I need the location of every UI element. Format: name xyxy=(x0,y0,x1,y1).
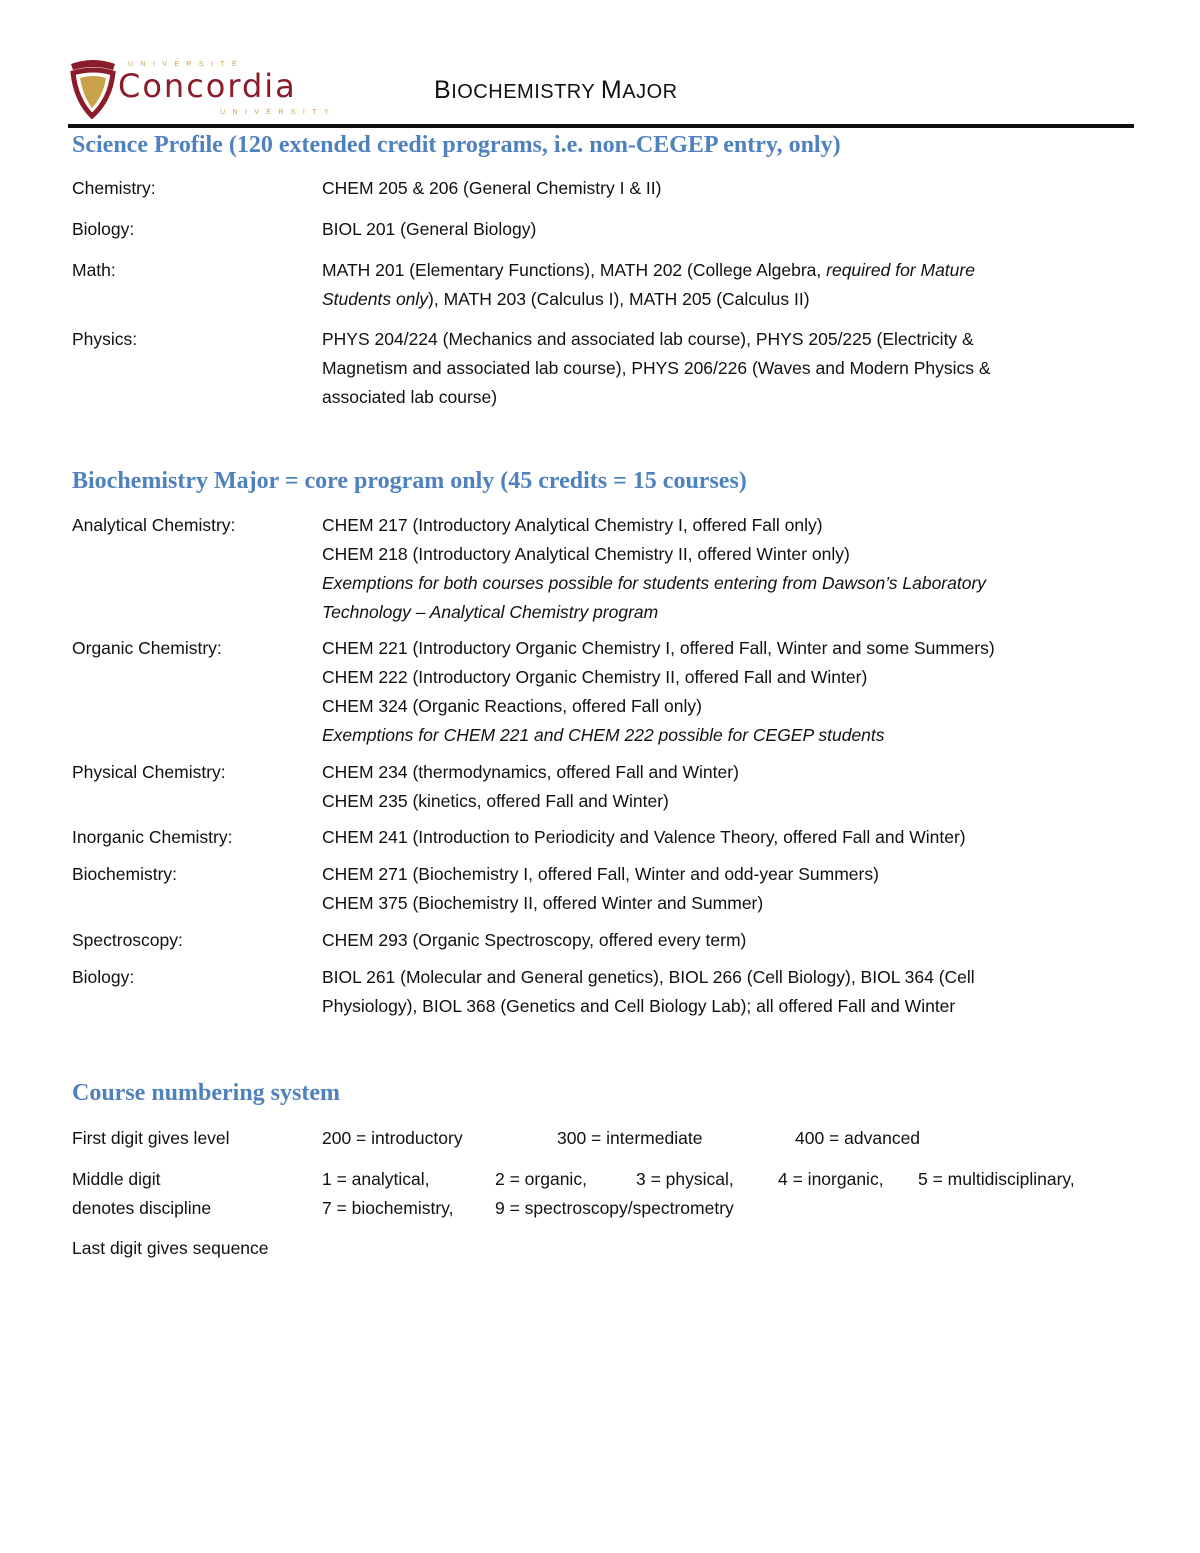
title-initial-m: M xyxy=(600,76,623,104)
header-rule xyxy=(68,124,1134,128)
first-digit-label: First digit gives level xyxy=(72,1128,230,1148)
course-line: CHEM 221 (Introductory Organic Chemistry I, offered Fall, Winter and some Summers) xyxy=(322,638,995,658)
row-label: Biochemistry: xyxy=(72,864,178,884)
middle-digit-label-2: denotes discipline xyxy=(72,1198,212,1218)
row-label: Physical Chemistry: xyxy=(72,762,226,782)
discipline-analytical: 1 = analytical, xyxy=(322,1169,430,1189)
level-advanced: 400 = advanced xyxy=(795,1128,921,1148)
logo-bottom-text: UNIVERSITY xyxy=(220,109,337,116)
course-line: CHEM 217 (Introductory Analytical Chemistry I, offered Fall only) xyxy=(322,515,823,535)
row-label: Biology: xyxy=(72,219,135,239)
exemption-note: Exemptions for CHEM 221 and CHEM 222 possible for CEGEP students xyxy=(322,725,885,745)
discipline-multidisciplinary: 5 = multidisciplinary, xyxy=(918,1169,1075,1189)
row-label: Spectroscopy: xyxy=(72,930,183,950)
title-part-1: IOCHEMISTRY xyxy=(451,81,601,103)
course-line: Magnetism and associated lab course), PHYS 206/226 (Waves and Modern Physics & xyxy=(322,358,991,378)
row-label: Biology: xyxy=(72,967,135,987)
course-line: associated lab course) xyxy=(322,387,498,407)
course-line: PHYS 204/224 (Mechanics and associated lab course), PHYS 205/225 (Electricity & xyxy=(322,329,974,349)
level-introductory: 200 = introductory xyxy=(322,1128,463,1148)
course-line: CHEM 241 (Introduction to Periodicity and Valence Theory, offered Fall and Winter) xyxy=(322,827,966,847)
concordia-logo xyxy=(68,56,337,122)
course-line: CHEM 234 (thermodynamics, offered Fall and Winter) xyxy=(322,762,739,782)
row-value xyxy=(322,634,1122,750)
course-line: CHEM 293 (Organic Spectroscopy, offered every term) xyxy=(322,930,747,950)
row-value xyxy=(322,215,1122,244)
row-value xyxy=(322,823,1122,852)
course-line: BIOL 261 (Molecular and General genetics), BIOL 266 (Cell Biology), BIOL 364 (Cell xyxy=(322,967,975,987)
course-line xyxy=(322,256,1122,285)
last-digit-label: Last digit gives sequence xyxy=(72,1238,269,1258)
middle-digit-label-1: Middle digit xyxy=(72,1169,161,1189)
course-line: CHEM 235 (kinetics, offered Fall and Winter) xyxy=(322,791,669,811)
major-heading: Biochemistry Major = core program only (45 credits = 15 courses) xyxy=(72,468,747,494)
row-value xyxy=(322,926,1122,955)
row-value xyxy=(322,256,1122,314)
course-line: Physiology), BIOL 368 (Genetics and Cell Biology Lab); all offered Fall and Winter xyxy=(322,996,956,1016)
science-profile-heading: Science Profile (120 extended credit programs, i.e. non-CEGEP entry, only) xyxy=(72,132,841,158)
exemption-note: Exemptions for both courses possible for students entering from Dawson’s Laboratory xyxy=(322,573,987,593)
title-initial-b: B xyxy=(434,76,452,104)
discipline-organic: 2 = organic, xyxy=(495,1169,587,1189)
course-line xyxy=(322,285,1122,314)
discipline-spectroscopy: 9 = spectroscopy/spectrometry xyxy=(495,1198,734,1218)
math-line1-italic: required for Mature xyxy=(826,260,975,280)
math-line1-text: MATH 201 (Elementary Functions), MATH 202 (College Algebra, xyxy=(322,260,827,280)
row-label: Physics: xyxy=(72,329,138,349)
row-value xyxy=(322,860,1122,918)
discipline-inorganic: 4 = inorganic, xyxy=(778,1169,884,1189)
course-line: CHEM 218 (Introductory Analytical Chemistry II, offered Winter only) xyxy=(322,544,850,564)
document-title xyxy=(434,74,678,108)
logo-wordmark: Concordia xyxy=(118,67,297,105)
row-label: Analytical Chemistry: xyxy=(72,515,236,535)
math-line2-text: ), MATH 203 (Calculus I), MATH 205 (Calculus II) xyxy=(428,289,810,309)
exemption-note: Technology – Analytical Chemistry program xyxy=(322,602,659,622)
course-line: CHEM 324 (Organic Reactions, offered Fall only) xyxy=(322,696,702,716)
discipline-physical: 3 = physical, xyxy=(636,1169,734,1189)
row-label: Organic Chemistry: xyxy=(72,638,222,658)
row-value xyxy=(322,511,1122,627)
title-part-2: AJOR xyxy=(622,81,678,103)
course-line: CHEM 375 (Biochemistry II, offered Winter and Summer) xyxy=(322,893,764,913)
row-label: Math: xyxy=(72,260,116,280)
row-label: Inorganic Chemistry: xyxy=(72,827,233,847)
shield-icon xyxy=(68,56,118,122)
discipline-biochemistry: 7 = biochemistry, xyxy=(322,1198,454,1218)
course-line: CHEM 222 (Introductory Organic Chemistry II, offered Fall and Winter) xyxy=(322,667,868,687)
course-line: BIOL 201 (General Biology) xyxy=(322,219,537,239)
numbering-heading: Course numbering system xyxy=(72,1080,340,1106)
course-line: CHEM 205 & 206 (General Chemistry I & II) xyxy=(322,178,662,198)
row-label: Chemistry: xyxy=(72,178,156,198)
level-intermediate: 300 = intermediate xyxy=(557,1128,703,1148)
course-line: CHEM 271 (Biochemistry I, offered Fall, Winter and odd-year Summers) xyxy=(322,864,879,884)
row-value xyxy=(322,963,1122,1021)
row-value xyxy=(322,174,1122,203)
logo-top-text: UNIVERSITÉ xyxy=(128,61,245,68)
math-line2-italic: Students only xyxy=(322,289,429,309)
row-value xyxy=(322,325,1122,412)
row-value xyxy=(322,758,1122,816)
